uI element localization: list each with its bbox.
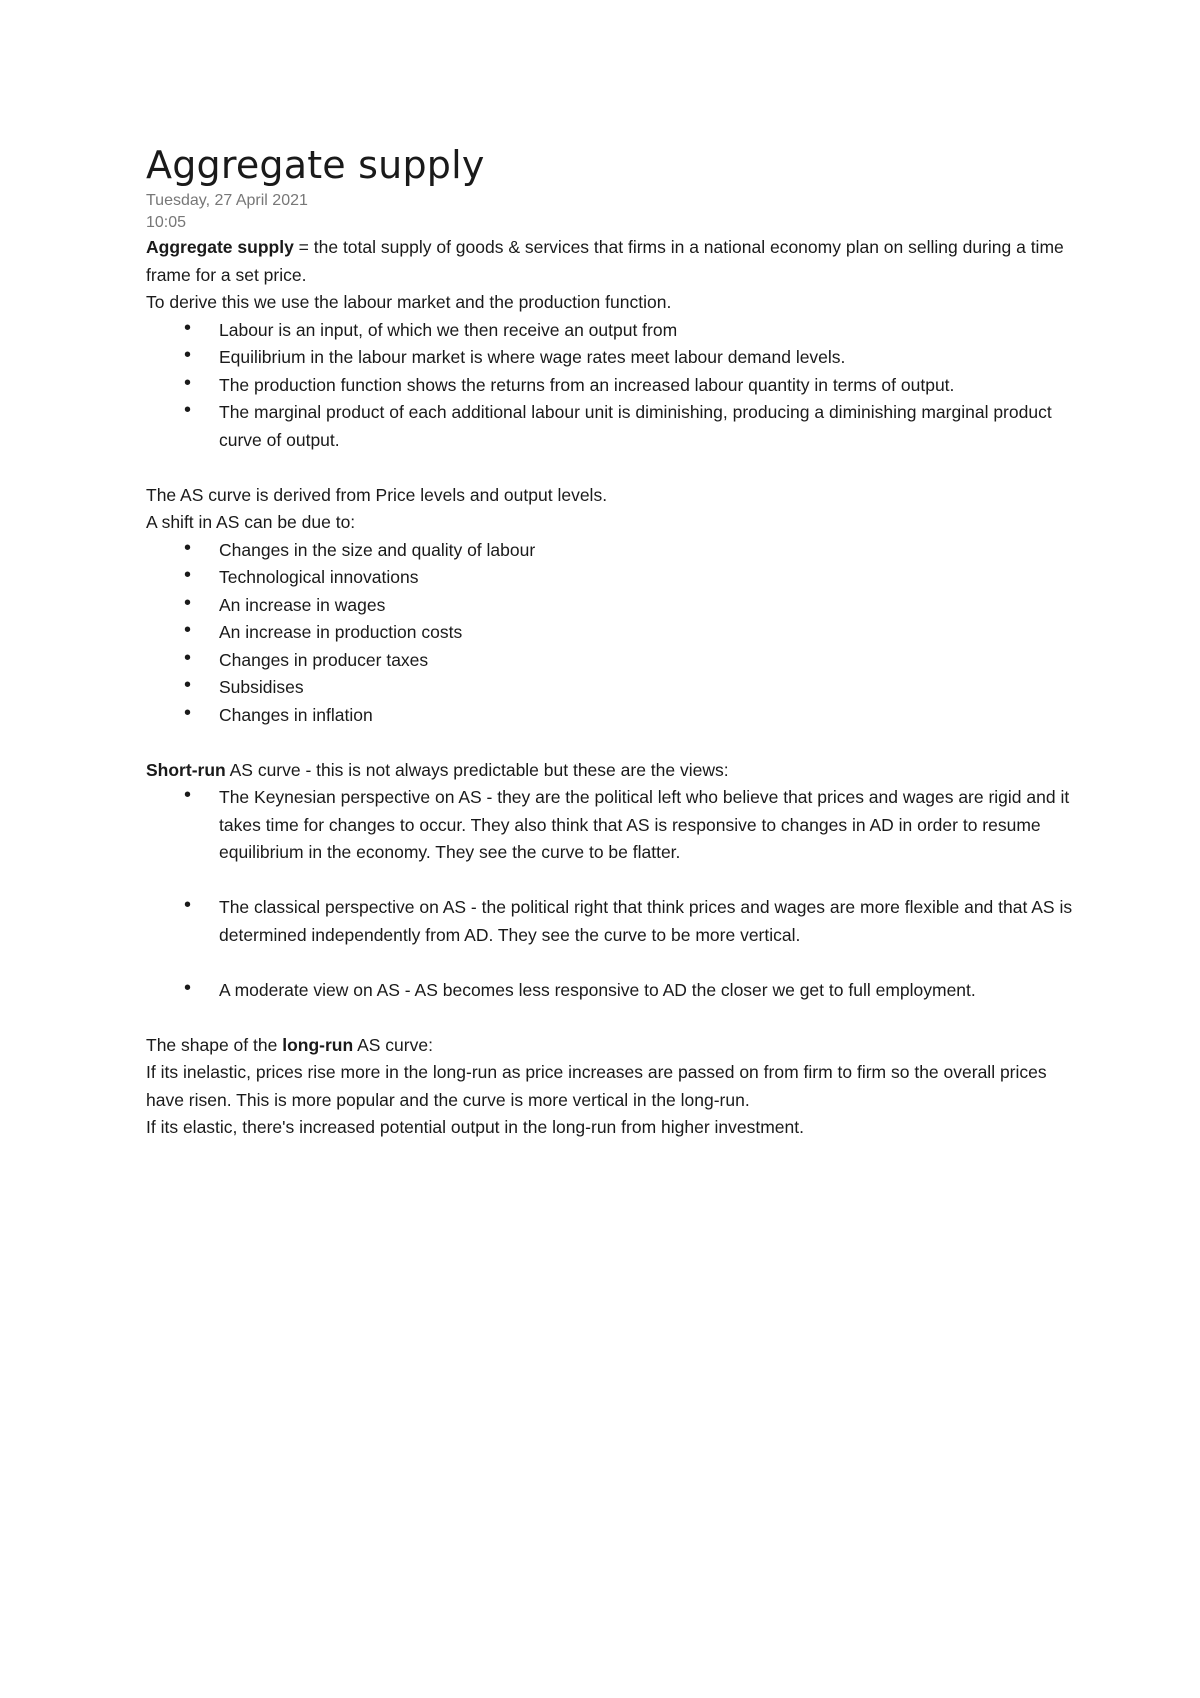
list-item: • The marginal product of each additional labour unit is diminishing, producing a diminishing marginal product curve of output. — [146, 399, 1086, 454]
derive-intro: To derive this we use the labour market and the production function. — [146, 292, 672, 312]
short-run-term: Short-run — [146, 759, 226, 780]
page-title: Aggregate supply — [146, 143, 485, 187]
list-item: • An increase in production costs — [146, 619, 1086, 647]
list-item: • The Keynesian perspective on AS - they are the political left who believe that prices and wages are rigid and it takes time for changes to occur. They also think that AS is responsive to changes in AD in order to resume equilibrium in the economy. They see the curve to be flatter. — [146, 784, 1086, 867]
as-curve-text: The AS curve is derived from Price levels and output levels. — [146, 484, 608, 505]
long-run-term: long-run — [282, 1034, 354, 1055]
inelastic-text: If its inelastic, prices rise more in the long-run as price increases are passed on from firm to firm so the overall prices have risen. This is more popular and the curve is more vertical in the long-run. — [146, 1062, 1047, 1110]
list-item: • Technological innovations — [146, 564, 1086, 592]
note-page — [146, 140, 1086, 1142]
elastic-text: If its elastic, there's increased potential output in the long-run from higher investment. — [146, 1117, 804, 1137]
list-item: • Changes in producer taxes — [146, 647, 1086, 675]
definition-paragraph — [146, 234, 1086, 289]
list-item: • Changes in the size and quality of labour — [146, 537, 1086, 565]
short-run-text: AS curve - this is not always predictable but these are the views: — [225, 759, 729, 780]
list-item: • An increase in wages — [146, 592, 1086, 620]
short-run-intro — [146, 757, 1086, 785]
list-item: • The classical perspective on AS - the political right that think prices and wages are more flexible and that AS is determined independently from AD. They see the curve to be more vertical. — [146, 894, 1086, 949]
long-run-intro — [146, 1032, 1086, 1060]
list-item: • Equilibrium in the labour market is where wage rates meet labour demand levels. — [146, 344, 1086, 372]
shift-intro: A shift in AS can be due to: — [146, 512, 356, 532]
note-date: Tuesday, 27 April 2021 — [146, 192, 308, 209]
long-run-prefix: The shape of the — [146, 1034, 283, 1055]
definition-term: Aggregate supply — [146, 237, 294, 257]
list-item: • The production function shows the returns from an increased labour quantity in terms of output. — [146, 372, 1086, 400]
definition-text: = the total supply of goods & services that firms in a national economy plan on selling during a time frame for a set price. — [146, 237, 1064, 285]
shift-list — [146, 537, 1086, 730]
list-item: • Labour is an input, of which we then receive an output from — [146, 317, 1086, 345]
list-item: • A moderate view on AS - AS becomes less responsive to AD the closer we get to full employment. — [146, 977, 1086, 1005]
list-item: • Changes in inflation — [146, 702, 1086, 730]
derive-list — [146, 317, 1086, 455]
list-item: • Subsidises — [146, 674, 1086, 702]
note-time: 10:05 — [146, 214, 187, 231]
long-run-suffix: AS curve: — [353, 1034, 433, 1055]
short-run-list — [146, 784, 1086, 1004]
